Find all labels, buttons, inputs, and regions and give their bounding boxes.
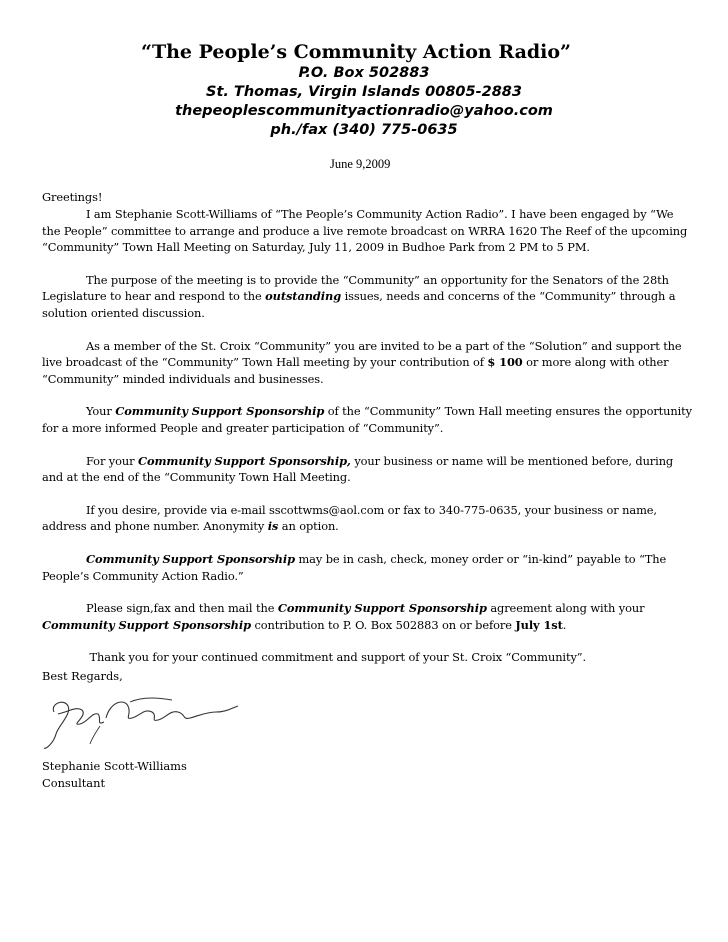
paragraph-8 (42, 600, 692, 634)
p3-amount: $ 100 (487, 355, 523, 370)
p8-emphasis-1: Community Support Sponsorship (277, 600, 487, 615)
org-name: “The People’s Community Action Radio” (141, 41, 571, 63)
p2-emphasis: outstanding (265, 289, 342, 304)
p5-text-c: your business or name will be mentioned before, during and at the end of the “Community Town Hall Meeting. (42, 453, 674, 485)
signer-title: Consultant (42, 776, 106, 790)
paragraph-1 (42, 206, 692, 256)
po-box: P.O. Box 502883 (298, 65, 430, 81)
p8-emphasis-2: Community Support Sponsorship (42, 617, 251, 632)
signer-name: Stephanie Scott-Williams (42, 759, 187, 773)
p8-text-g: . (562, 617, 567, 632)
handwritten-signature (40, 692, 240, 752)
p5-emphasis: Community Support Sponsorship, (138, 453, 351, 468)
phone-line: ph./fax (340) 775-0635 (270, 122, 458, 138)
p3-text-c: or more along with other “Community” minded individuals and businesses. (42, 355, 669, 387)
letter-date: June 9,2009 (330, 157, 391, 171)
p7-emphasis: Community Support Sponsorship (86, 551, 295, 566)
p1-text: I am Stephanie Scott-Williams of “The People’s Community Action Radio”. I have been engaged by “We the People” committee to arrange and produce a live remote broadcast on WRRA 1620 The Reef of the upcoming “Community” Town Hall Meeting on Saturday, July 11, 2009 in Budhoe Park from 2 PM to 5 PM. (42, 206, 688, 255)
paragraph-3 (42, 338, 692, 388)
paragraph-6 (42, 502, 692, 536)
city-line: St. Thomas, Virgin Islands 00805-2883 (206, 84, 522, 100)
p8-text-a: Please sign,fax and then mail the (86, 600, 278, 615)
p3-text-a: As a member of the St. Croix “Community” you are invited to be a part of the “Solution” and support the live broadcast of the “Community” Town Hall meeting by your contribution of (42, 338, 682, 370)
p9-text: Thank you for your continued commitment and support of your St. Croix “Community”. (86, 649, 587, 664)
p4-emphasis: Community Support Sponsorship (115, 404, 325, 419)
p6-emphasis: is (267, 519, 279, 534)
letterhead (0, 40, 728, 140)
paragraph-5 (42, 453, 692, 487)
p8-text-e: contribution to P. O. Box 502883 on or before (250, 617, 516, 632)
p6-text-c: an option. (278, 519, 339, 534)
p7-text-c: may be in cash, check, money order or “in-kind” payable to “The People’s Community Action Radio.” (42, 551, 667, 583)
p8-deadline: July 1st (515, 617, 563, 632)
p5-text-a: For your (86, 453, 138, 468)
paragraph-7 (42, 551, 692, 585)
p8-text-c: agreement along with your (486, 600, 645, 615)
email-line: thepeoplescommunityactionradio@yahoo.com (175, 103, 553, 119)
closing: Best Regards, (42, 669, 123, 683)
p4-text-c: of the “Community” Town Hall meeting ensures the opportunity for a more informed People and greater participation of “Community”. (42, 404, 692, 436)
p2-text-c: issues, needs and concerns of the “Community” through a solution oriented discussion. (42, 289, 676, 321)
p2-text-a: The purpose of the meeting is to provide the “Community” an opportunity for the Senators of the 28th Legislature to hear and respond to the (42, 272, 669, 304)
signature-block (42, 758, 187, 792)
letter-body (42, 189, 692, 681)
greeting: Greetings! (42, 190, 103, 204)
paragraph-4 (42, 403, 692, 437)
p4-text-a: Your (86, 404, 116, 419)
p6-text-a: If you desire, provide via e-mail sscottwms@aol.com or fax to 340-775-0635, your business or name, address and phone number. Anonymity (42, 502, 657, 534)
paragraph-2 (42, 272, 692, 322)
paragraph-9 (42, 649, 692, 666)
